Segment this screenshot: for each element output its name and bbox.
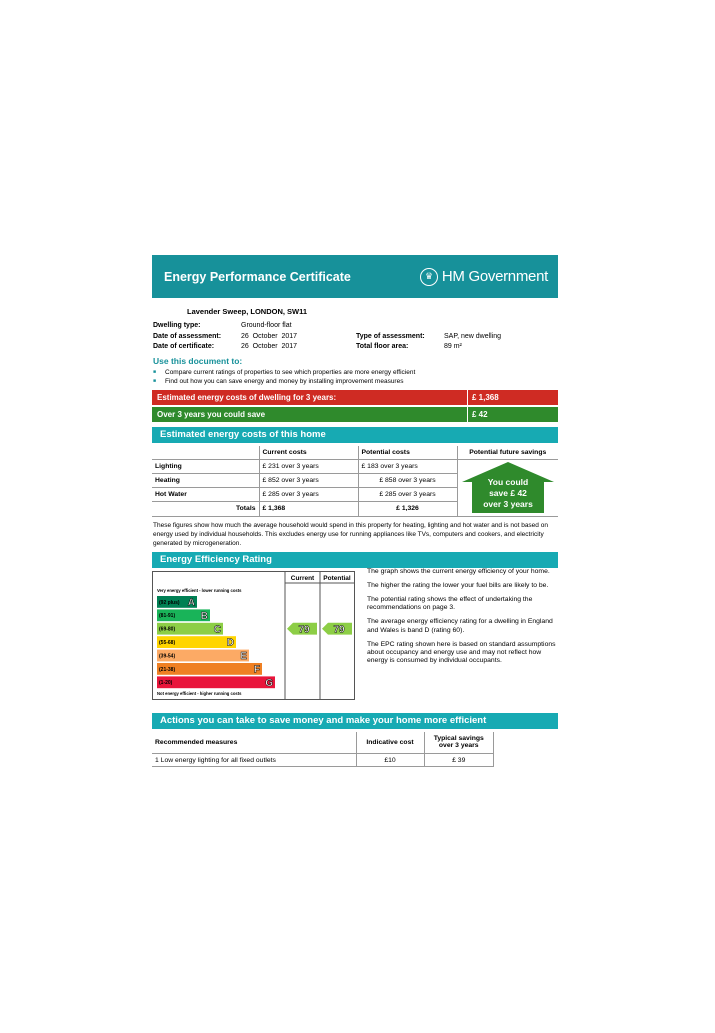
header-cell: [152, 446, 259, 460]
band-bar: [157, 676, 275, 688]
potential-rating-arrow: [322, 622, 352, 635]
band-e: [157, 649, 249, 662]
use-document-list: [153, 368, 558, 386]
floor-area-label: Total floor area:: [356, 343, 409, 350]
hm-government-logo: [420, 268, 548, 286]
use-document-title: Use this document to:: [153, 355, 243, 366]
description-paragraph: The higher the rating the lower your fuel bills are likely to be.: [367, 581, 549, 589]
header-potential: Potential costs: [358, 446, 457, 460]
band-letter: C: [213, 623, 221, 635]
band-g: [157, 676, 275, 689]
header-savings: Potential future savings: [457, 446, 558, 460]
savings-bar: [152, 407, 558, 422]
rating-bands: [157, 596, 275, 689]
actions-table: [152, 732, 494, 768]
description-paragraph: The average energy efficiency rating for a dwelling in England and Wales is band D (rating 60).: [367, 618, 553, 634]
band-f: [157, 663, 262, 676]
row-potential: £ 285 over 3 years: [358, 488, 457, 502]
efficiency-rating-area: [152, 567, 558, 700]
band-letter: F: [253, 664, 260, 675]
list-item: ■ Find out how you can save energy and money by installing improvement measures: [153, 377, 558, 386]
totals-current: £ 1,368: [259, 502, 358, 516]
band-letter: D: [226, 637, 234, 649]
savings-value: £ 42: [472, 409, 488, 419]
table-header-row: [152, 732, 494, 754]
table-row: [152, 754, 494, 767]
column-current: Current: [290, 574, 315, 582]
efficiency-section-title: Energy Efficiency Rating: [152, 552, 558, 568]
row-name: Hot Water: [152, 488, 259, 502]
property-address: Lavender Sweep, LONDON, SW11: [187, 307, 308, 316]
rating-value: 79: [333, 623, 345, 635]
current-rating-arrow: [287, 622, 317, 635]
header-banner: [152, 255, 558, 298]
estimated-costs-label: Estimated energy costs of dwelling for 3 years:: [152, 390, 468, 405]
band-range: (69-80): [159, 626, 176, 633]
certificate-date-value: 26 October 2017: [241, 343, 298, 350]
band-c: [157, 622, 223, 635]
band-range: (39-54): [159, 652, 176, 659]
row-current: £ 852 over 3 years: [259, 473, 358, 487]
band-letter: G: [265, 677, 273, 689]
costs-note: These figures show how much the average household would spend in this property for heating, lighting and hot water and is not based on energy used by individual households. This excludes energy use for running appliances like TVs, computers and cookers, and electricity generated by microgeneration.: [153, 521, 548, 547]
totals-potential: £ 1,326: [358, 502, 457, 516]
measure-cost: £10: [356, 754, 424, 767]
list-item: ■ Compare current ratings of properties to see which properties are more energy efficient: [153, 368, 558, 377]
row-name: Heating: [152, 473, 259, 487]
header-cost: Indicative cost: [356, 732, 424, 754]
efficiency-description: [367, 568, 557, 700]
band-letter: A: [187, 597, 195, 608]
costs-section-title: Estimated energy costs of this home: [152, 427, 558, 443]
top-note: Very energy efficient - lower running costs: [157, 587, 242, 593]
certificate-date-label: Date of certificate:: [153, 343, 215, 350]
savings-house-icon: [460, 460, 556, 514]
assessment-type-value: SAP, new dwelling: [444, 332, 502, 340]
header-current: Current costs: [259, 446, 358, 460]
band-a: [157, 596, 197, 609]
column-potential: Potential: [323, 574, 351, 582]
dwelling-type-label: Dwelling type:: [153, 322, 201, 329]
rating-value: 79: [298, 623, 310, 635]
band-range: (92 plus): [159, 599, 180, 606]
savings-line-1: You could: [487, 476, 528, 487]
efficiency-chart-graphic: [153, 572, 354, 699]
band-d: [157, 636, 236, 649]
band-b: [157, 609, 210, 622]
dwelling-type-value: Ground-floor flat: [241, 322, 292, 329]
band-range: (81-91): [159, 612, 176, 619]
table-header-row: [152, 446, 558, 460]
government-name: HM Government: [441, 268, 548, 285]
description-paragraph: The graph shows the current energy efficiency of your home.: [367, 567, 550, 575]
efficiency-chart: [152, 571, 355, 700]
bottom-note: Not energy efficient - higher running costs: [157, 690, 242, 696]
row-name: Lighting: [152, 459, 259, 473]
actions-section-title: Actions you can take to save money and make your home more efficient: [152, 713, 558, 729]
row-potential: £ 183 over 3 years: [358, 459, 457, 473]
savings-house-cell: [457, 459, 558, 516]
band-letter: E: [240, 650, 247, 662]
band-letter: B: [200, 610, 208, 622]
estimated-costs-value: £ 1,368: [472, 392, 499, 402]
row-potential: £ 858 over 3 years: [358, 473, 457, 487]
royal-crest-icon: ♛: [420, 268, 438, 286]
header-measures: Recommended measures: [152, 732, 356, 754]
savings-line-3: over 3 years: [482, 498, 533, 509]
table-row: [152, 459, 558, 473]
floor-area-value: 89 m²: [444, 343, 462, 350]
header-saving: Typical savings over 3 years: [424, 732, 494, 754]
epc-document: [152, 255, 558, 767]
band-range: (55-68): [159, 639, 176, 646]
savings-label: Over 3 years you could save: [152, 407, 468, 422]
certificate-title: Energy Performance Certificate: [164, 269, 351, 284]
property-details: [152, 321, 558, 353]
estimated-costs-bar: [152, 390, 558, 405]
assessment-type-label: Type of assessment:: [356, 332, 425, 340]
description-paragraph: The EPC rating shown here is based on standard assumptions about occupancy and energy use and may not reflect how energy is consumed by individual occupants.: [367, 640, 556, 665]
assessment-date-value: 26 October 2017: [241, 332, 298, 340]
measure-name: 1 Low energy lighting for all fixed outlets: [152, 754, 356, 767]
assessment-date-label: Date of assessment:: [153, 332, 222, 340]
measure-saving: £ 39: [424, 754, 494, 767]
band-range: (21-38): [159, 666, 176, 673]
costs-table: [152, 446, 558, 517]
savings-line-2: save £ 42: [488, 487, 527, 498]
description-paragraph: The potential rating shows the effect of undertaking the recommendations on page 3.: [367, 595, 533, 612]
row-current: £ 231 over 3 years: [259, 459, 358, 473]
totals-label: Totals: [152, 502, 259, 516]
row-current: £ 285 over 3 years: [259, 488, 358, 502]
band-range: (1-20): [159, 679, 173, 686]
